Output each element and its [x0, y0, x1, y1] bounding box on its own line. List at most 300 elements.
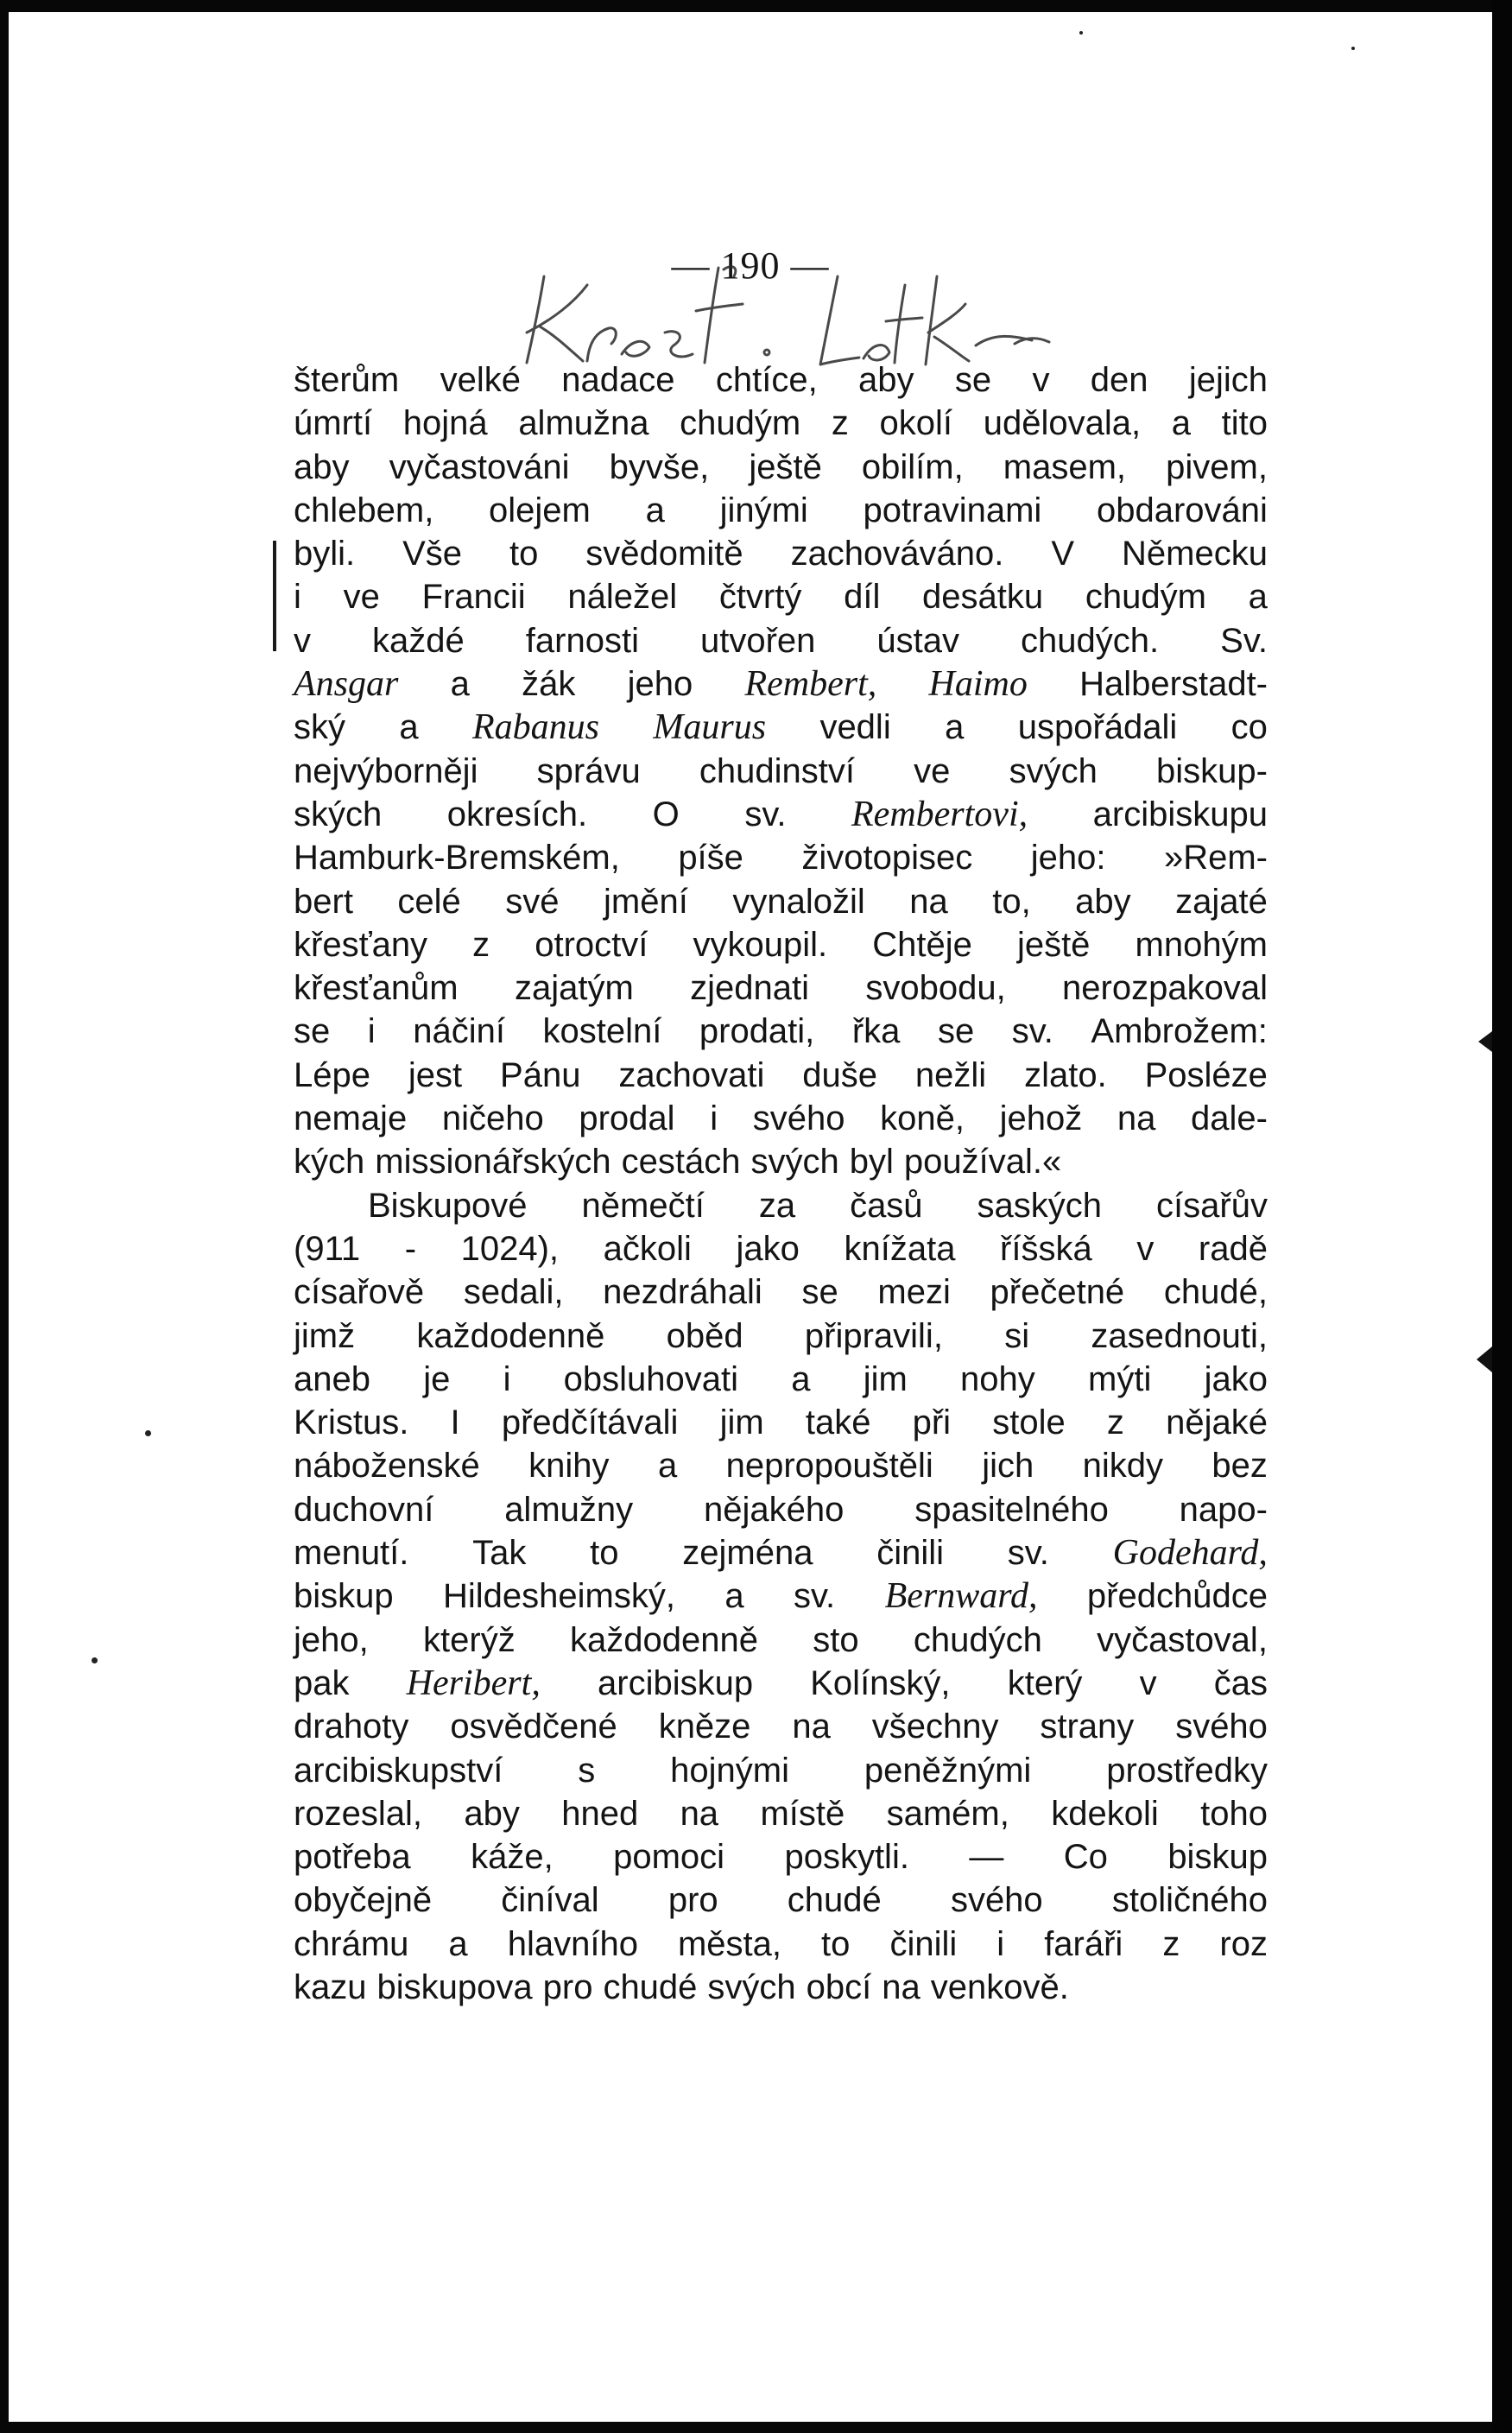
word: O: [652, 795, 680, 833]
word: svědomitě: [585, 535, 743, 573]
word: samém,: [886, 1794, 1009, 1833]
word: nerozpakoval: [1062, 969, 1268, 1008]
word: zjednati: [690, 969, 809, 1008]
word: missionářských: [375, 1143, 611, 1182]
word: oběd: [666, 1316, 743, 1355]
word: duchovní: [294, 1490, 434, 1529]
word: z: [1106, 1403, 1124, 1442]
word: žák: [522, 665, 576, 704]
word: a: [1248, 578, 1268, 617]
word: drahoty: [294, 1708, 409, 1746]
word: Tak: [472, 1534, 527, 1573]
word: křesťany: [294, 925, 428, 964]
word: potravinami: [863, 491, 1042, 529]
word: jim: [719, 1403, 764, 1442]
word: -: [404, 1229, 417, 1268]
text-line: [294, 836, 1268, 879]
word: to: [821, 1924, 851, 1963]
word: jeho,: [294, 1620, 369, 1659]
word: díl: [844, 578, 881, 617]
word: a: [791, 1359, 811, 1398]
word: zajaté: [1175, 882, 1268, 921]
word: svobodu,: [865, 969, 1006, 1008]
word: jimž: [294, 1316, 356, 1355]
word: obilím,: [861, 447, 964, 486]
word: činili: [876, 1534, 945, 1573]
word: připravili,: [804, 1316, 943, 1355]
text-line: [294, 446, 1268, 489]
word: životopisec: [801, 839, 973, 878]
word: sv.: [744, 795, 787, 833]
word: bert: [294, 882, 353, 921]
word: Lépe: [294, 1055, 370, 1094]
word: svých: [750, 1143, 839, 1182]
text-line: [294, 1140, 1268, 1183]
word: v: [1136, 1229, 1155, 1268]
italic-word: Haimo: [928, 664, 1028, 705]
word: v: [1139, 1663, 1157, 1702]
word: Francii: [421, 578, 526, 617]
word: arcibiskup: [598, 1663, 754, 1702]
word: nemaje: [294, 1099, 408, 1138]
word: chudým: [680, 404, 801, 443]
word: všechny: [871, 1708, 999, 1746]
text-line: [294, 793, 1268, 836]
word: Kristus.: [294, 1403, 409, 1442]
word: Biskupové: [368, 1186, 528, 1225]
text-line: [294, 1315, 1268, 1358]
text-line: [294, 1444, 1268, 1487]
word: ústav: [876, 621, 960, 660]
body-text: [294, 358, 1268, 2009]
word: a: [945, 708, 965, 747]
edge-mark: [1477, 1346, 1492, 1372]
text-line: [294, 1488, 1268, 1531]
word: za: [758, 1186, 796, 1225]
word: osvědčené: [450, 1708, 617, 1746]
word: i: [710, 1099, 718, 1138]
word: knížata: [844, 1229, 956, 1268]
word: je: [423, 1359, 451, 1398]
word: Posléze: [1144, 1055, 1268, 1094]
text-line: [294, 1531, 1268, 1574]
word: se: [294, 1012, 331, 1051]
text-line: [294, 1097, 1268, 1140]
word: šterům: [294, 361, 400, 399]
word: venkově.: [930, 1967, 1069, 2006]
word: arcibiskupství: [294, 1751, 503, 1790]
word: a: [645, 491, 665, 529]
word: kazu: [294, 1967, 367, 2006]
word: čas: [1213, 1663, 1268, 1702]
word: koně,: [880, 1099, 965, 1138]
word: píše: [678, 839, 743, 878]
word: hojná: [402, 404, 488, 443]
word: obyčejně: [294, 1881, 433, 1920]
text-line: [294, 619, 1268, 662]
word: nežli: [914, 1055, 987, 1094]
word: říšská: [1000, 1229, 1092, 1268]
text-line: [294, 1923, 1268, 1966]
word: masem,: [1003, 447, 1127, 486]
word: byl: [849, 1143, 894, 1182]
word: ničeho: [441, 1099, 544, 1138]
word: nejvýborněji: [294, 751, 478, 790]
word: utvořen: [699, 621, 816, 660]
word: pro: [667, 1881, 718, 1920]
word: přečetné: [990, 1273, 1125, 1312]
word: sto: [813, 1620, 859, 1659]
word: Chtěje: [872, 925, 972, 964]
text-line: [294, 1270, 1268, 1314]
word: vyčastováni: [389, 447, 570, 486]
word: biskup-: [1156, 751, 1268, 790]
word: 1024),: [460, 1229, 560, 1268]
word: jejich: [1188, 361, 1268, 399]
word: i: [996, 1924, 1005, 1963]
word: se: [954, 361, 992, 399]
word: a: [657, 1447, 678, 1486]
italic-word: Rembertovi,: [851, 794, 1028, 834]
text-line: [294, 1358, 1268, 1401]
word: na: [792, 1708, 831, 1746]
word: svého: [950, 1881, 1043, 1920]
paper-speck: [92, 1657, 98, 1663]
word: a: [448, 1924, 468, 1963]
text-line: [294, 880, 1268, 923]
word: z: [1162, 1924, 1180, 1963]
word: »Rem-: [1163, 839, 1268, 878]
word: pomoci: [613, 1838, 725, 1877]
italic-word: Godehard,: [1112, 1533, 1268, 1574]
word: ve: [914, 751, 951, 790]
text-line: [294, 1792, 1268, 1835]
paper-speck: [145, 1430, 151, 1436]
text-line: [294, 966, 1268, 1010]
text-line: [294, 402, 1268, 445]
word: činíval: [501, 1881, 599, 1920]
word: aneb: [294, 1359, 370, 1398]
word: to: [590, 1534, 619, 1573]
word: dale-: [1191, 1099, 1268, 1138]
text-line: [294, 358, 1268, 402]
text-line: [294, 1054, 1268, 1097]
word: hlavního: [507, 1924, 638, 1963]
text-line: [294, 706, 1268, 749]
word: jehož: [999, 1099, 1083, 1138]
word: každodenně: [416, 1316, 605, 1355]
word: biskup: [1167, 1838, 1268, 1877]
word: čtvrtý: [718, 578, 802, 617]
word: nějakého: [703, 1490, 845, 1529]
italic-word: Ansgar: [294, 664, 399, 705]
word: káže,: [471, 1838, 554, 1877]
word: chudinství: [699, 751, 855, 790]
word: napo-: [1179, 1490, 1268, 1529]
word: činili: [889, 1924, 958, 1963]
word: jinými: [719, 491, 808, 529]
italic-word: Bernward,: [884, 1576, 1038, 1617]
text-line: [294, 1966, 1268, 2009]
text-line: [294, 1705, 1268, 1748]
word: tito: [1221, 404, 1268, 443]
text-line: [294, 532, 1268, 575]
word: i: [503, 1359, 511, 1398]
word: hojnými: [670, 1751, 789, 1790]
word: chudé,: [1163, 1273, 1268, 1312]
paper-speck: [1079, 31, 1083, 35]
word: zachováváno.: [790, 535, 1004, 573]
word: chudým: [1085, 578, 1206, 617]
word: jich: [982, 1447, 1034, 1486]
word: jako: [1204, 1359, 1268, 1398]
word: používal.«: [903, 1143, 1062, 1182]
text-line: [294, 662, 1268, 706]
word: potřeba: [294, 1838, 411, 1877]
word: se: [801, 1273, 838, 1312]
word: aby: [464, 1794, 520, 1833]
word: okresích.: [446, 795, 588, 833]
word: obdarováni: [1097, 491, 1268, 529]
word: pak: [294, 1663, 350, 1702]
word: kostelní: [542, 1012, 662, 1051]
word: sedali,: [463, 1273, 564, 1312]
word: na: [1117, 1099, 1156, 1138]
text-line: [294, 1184, 1268, 1227]
word: arcibiskupu: [1092, 795, 1268, 833]
text-line: [294, 1619, 1268, 1662]
word: zasednouti,: [1091, 1316, 1268, 1355]
word: mezi: [877, 1273, 951, 1312]
word: svého: [1175, 1708, 1268, 1746]
text-line: [294, 1879, 1268, 1922]
word: chlebem,: [294, 491, 434, 529]
word: prodal: [579, 1099, 675, 1138]
word: jako: [736, 1229, 800, 1268]
paper-speck: [1351, 47, 1355, 50]
word: jest: [408, 1055, 463, 1094]
edge-mark: [1478, 1031, 1492, 1052]
word: jeho: [627, 665, 693, 704]
word: kdekoli: [1051, 1794, 1159, 1833]
word: se: [937, 1012, 975, 1051]
word: rozeslal,: [294, 1794, 422, 1833]
word: na: [680, 1794, 719, 1833]
word: ještě: [749, 447, 822, 486]
word: jeho:: [1030, 839, 1106, 878]
word: cestách: [621, 1143, 741, 1182]
word: Hamburk-Bremském,: [294, 839, 620, 878]
word: duše: [802, 1055, 878, 1094]
word: farnosti: [525, 621, 639, 660]
word: Sv.: [1220, 621, 1268, 660]
word: při: [912, 1403, 952, 1442]
word: s: [578, 1751, 596, 1790]
word: sv.: [1007, 1534, 1049, 1573]
word: peněžnými: [864, 1751, 1032, 1790]
word: města,: [677, 1924, 782, 1963]
word: biskupova: [376, 1967, 533, 2006]
word: almužny: [504, 1490, 634, 1529]
word: uspořádali: [1017, 708, 1178, 747]
word: stoličného: [1111, 1881, 1268, 1920]
text-line: [294, 1010, 1268, 1053]
word: svého: [752, 1099, 845, 1138]
word: chudé: [787, 1881, 882, 1920]
word: to,: [992, 882, 1031, 921]
word: Co: [1063, 1838, 1108, 1877]
margin-pencil-mark: [273, 541, 276, 651]
italic-word: Heribert,: [406, 1663, 541, 1703]
word: zachovati: [618, 1055, 765, 1094]
word: prodati,: [699, 1012, 815, 1051]
word: časů: [850, 1186, 923, 1225]
word: V: [1051, 535, 1075, 573]
word: udělovala,: [983, 404, 1142, 443]
word: ačkoli: [603, 1229, 692, 1268]
word: to: [509, 535, 539, 573]
word: aby: [858, 361, 914, 399]
word: chtíce,: [715, 361, 818, 399]
italic-word: Maurus: [653, 707, 767, 748]
word: byvše,: [609, 447, 710, 486]
word: náležel: [567, 578, 678, 617]
word: svých: [707, 1967, 796, 2006]
word: vynaložil: [732, 882, 865, 921]
word: hned: [561, 1794, 639, 1833]
word: ve: [343, 578, 380, 617]
word: řka: [851, 1012, 901, 1051]
word: na: [909, 882, 948, 921]
word: ský: [294, 708, 345, 747]
word: nohy: [960, 1359, 1035, 1398]
word: mýti: [1088, 1359, 1152, 1398]
word: úmrtí: [294, 404, 373, 443]
word: mnohým: [1135, 925, 1268, 964]
word: den: [1090, 361, 1148, 399]
word: zejména: [682, 1534, 813, 1573]
word: v: [294, 621, 311, 660]
word: ještě: [1016, 925, 1091, 964]
text-line: [294, 1227, 1268, 1270]
word: nějaké: [1166, 1403, 1268, 1442]
word: své: [505, 882, 560, 921]
word: faráři: [1044, 1924, 1123, 1963]
word: předčítávali: [501, 1403, 679, 1442]
word: Vše: [402, 535, 463, 573]
word: náčiní: [413, 1012, 505, 1051]
word: chudých: [913, 1620, 1042, 1659]
word: správu: [536, 751, 641, 790]
word: který: [1007, 1663, 1083, 1702]
text-line: [294, 923, 1268, 966]
scan-edge: [1492, 0, 1512, 2433]
text-line: [294, 1749, 1268, 1792]
word: Kolínský,: [810, 1663, 951, 1702]
word: císařův: [1156, 1186, 1268, 1225]
word: okolí: [879, 404, 953, 443]
text-line: [294, 489, 1268, 532]
word: saských: [977, 1186, 1103, 1225]
word: poskytli.: [784, 1838, 909, 1877]
word: prostředky: [1106, 1751, 1268, 1790]
word: náboženské: [294, 1447, 480, 1486]
word: aby: [1075, 882, 1131, 921]
word: pro: [542, 1967, 593, 2006]
word: kněze: [658, 1708, 751, 1746]
word: chudé: [603, 1967, 698, 2006]
word: toho: [1200, 1794, 1268, 1833]
word: co: [1230, 708, 1268, 747]
word: knihy: [528, 1447, 610, 1486]
word: (911: [294, 1229, 361, 1268]
word: obcí: [806, 1967, 872, 2006]
word: jmění: [604, 882, 688, 921]
word: I: [450, 1403, 460, 1442]
word: křesťanům: [294, 969, 459, 1008]
word: olejem: [489, 491, 591, 529]
word: vedli: [819, 708, 891, 747]
word: desátku: [922, 578, 1044, 617]
word: spasitelného: [914, 1490, 1109, 1529]
word: a: [450, 665, 470, 704]
word: menutí.: [294, 1534, 409, 1573]
word: zlato.: [1024, 1055, 1107, 1094]
word: nadace: [561, 361, 675, 399]
word: obsluhovati: [563, 1359, 739, 1398]
word: Hildesheimský,: [443, 1577, 675, 1616]
italic-word: Rembert,: [744, 664, 877, 705]
word: nikdy: [1082, 1447, 1164, 1486]
word: místě: [760, 1794, 845, 1833]
word: také: [805, 1403, 871, 1442]
text-line: [294, 750, 1268, 793]
word: bez: [1211, 1447, 1268, 1486]
word: kých: [294, 1143, 365, 1182]
word: chudých.: [1021, 621, 1160, 660]
text-line: [294, 1574, 1268, 1618]
word: němečtí: [581, 1186, 705, 1225]
word: z: [472, 925, 490, 964]
word: pivem,: [1166, 447, 1268, 486]
word: vyčastoval,: [1097, 1620, 1268, 1659]
word: na: [882, 1967, 920, 2006]
word: a: [399, 708, 419, 747]
word: —: [969, 1838, 1004, 1877]
word: byli.: [294, 535, 356, 573]
word: Pánu: [500, 1055, 581, 1094]
word: i: [367, 1012, 376, 1051]
word: roz: [1219, 1924, 1268, 1963]
text-line: [294, 1835, 1268, 1879]
word: celé: [397, 882, 461, 921]
word: almužna: [518, 404, 649, 443]
word: Ambrožem:: [1091, 1012, 1268, 1051]
word: otroctví: [535, 925, 648, 964]
word: a: [1171, 404, 1191, 443]
word: zajatým: [514, 969, 634, 1008]
word: chrámu: [294, 1924, 409, 1963]
word: sv.: [794, 1577, 836, 1616]
word: předchůdce: [1086, 1577, 1268, 1616]
word: strany: [1040, 1708, 1135, 1746]
word: Halberstadt-: [1079, 665, 1268, 704]
word: a: [724, 1577, 744, 1616]
word: sv.: [1011, 1012, 1053, 1051]
word: každé: [372, 621, 465, 660]
word: každodenně: [569, 1620, 758, 1659]
text-line: [294, 1401, 1268, 1444]
